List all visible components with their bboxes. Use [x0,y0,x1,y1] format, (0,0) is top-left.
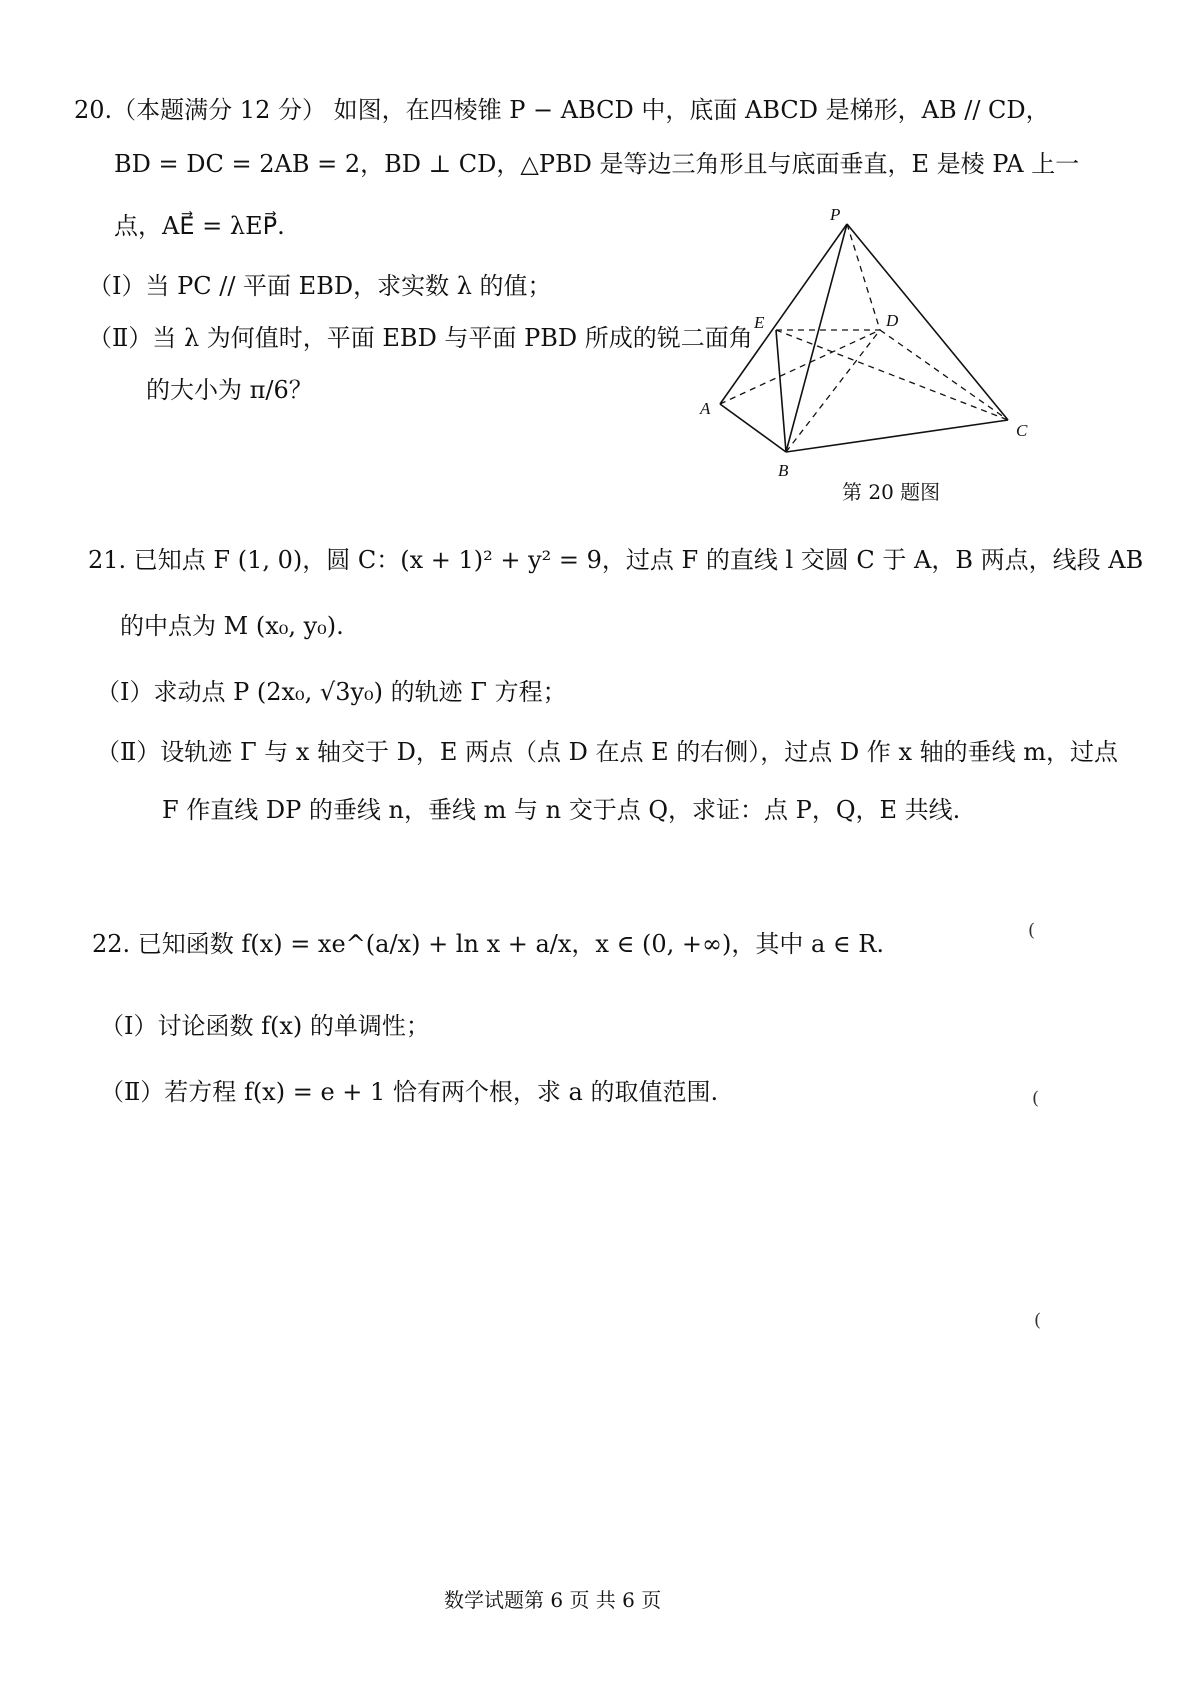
margin-mark: ( [1028,920,1036,941]
edge-AB [720,404,786,452]
figure-caption: 第 20 题图 [842,480,941,504]
page-footer: 数学试题第 6 页 共 6 页 [444,1588,662,1612]
margin-mark: ( [1032,1088,1040,1109]
pyramid-figure [690,200,1050,490]
label-E: E [754,313,765,332]
edge-EC [776,330,1008,420]
label-C: C [1016,421,1028,440]
q20-part-2b: 的大小为 π/6？ [146,376,313,404]
q20-line-3: 点，AE⃗ = λEP⃗. [114,212,285,240]
q21-line-2: 的中点为 M (x₀, y₀). [120,612,344,640]
q20-part-2a: （Ⅱ）当 λ 为何值时，平面 EBD 与平面 PBD 所成的锐二面角 [88,324,753,352]
edge-DC [880,330,1008,420]
edge-BD [786,330,880,452]
edge-PC [847,224,1008,420]
edge-PB [786,224,847,452]
q20-line-2: BD = DC = 2AB = 2，BD ⊥ CD，△PBD 是等边三角形且与底面垂直，E 是棱 PA 上一 [114,150,1080,178]
q21-part-2b: F 作直线 DP 的垂线 n，垂线 m 与 n 交于点 Q，求证：点 P，Q，E 共线. [162,796,961,824]
edge-BC [786,420,1008,452]
q21-part-2a: （Ⅱ）设轨迹 Γ 与 x 轴交于 D，E 两点（点 D 在点 E 的右侧），过点 D 作 x 轴的垂线 m，过点 [96,738,1118,766]
q22-part-2: （Ⅱ）若方程 f(x) = e + 1 恰有两个根，求 a 的取值范围. [100,1078,719,1106]
q20-line-1: 20.（本题满分 12 分） 如图，在四棱锥 P − ABCD 中，底面 ABCD 是梯形，AB // CD， [74,96,1050,124]
margin-mark: ( [1034,1310,1042,1331]
edge-EB [776,330,786,452]
edge-PD [847,224,880,330]
edge-PA [720,224,847,404]
label-A: A [700,399,711,418]
label-B: B [778,461,789,480]
q22-line-1: 22. 已知函数 f(x) = xe^(a/x) + ln x + a/x，x ∈ (0, +∞)，其中 a ∈ R. [92,930,884,958]
label-D: D [886,311,899,330]
q21-part-1: （Ⅰ）求动点 P (2x₀, √3y₀) 的轨迹 Γ 方程； [96,678,567,706]
q20-part-1: （Ⅰ）当 PC // 平面 EBD，求实数 λ 的值； [88,272,552,300]
edge-AD [720,330,880,404]
q22-part-1: （Ⅰ）讨论函数 f(x) 的单调性； [100,1012,430,1040]
q21-line-1: 21. 已知点 F (1, 0)，圆 C：(x + 1)² + y² = 9，过点 F 的直线 l 交圆 C 于 A，B 两点，线段 AB [88,546,1144,574]
label-P: P [830,205,841,224]
